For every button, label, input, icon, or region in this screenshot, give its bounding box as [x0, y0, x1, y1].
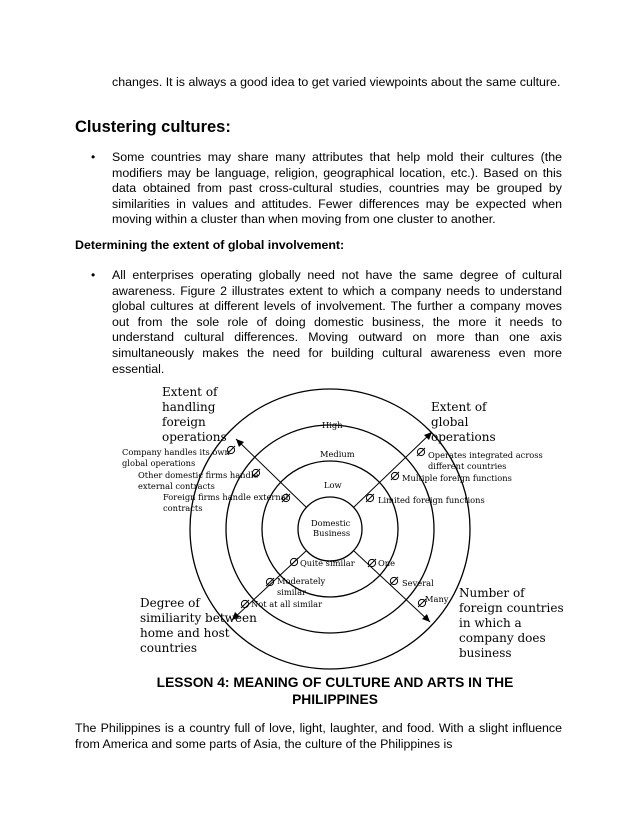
global-point-1-line1: Operates integrated across [428, 450, 543, 460]
similarity-point-3: Not at all similar [251, 599, 323, 609]
axis-global-title-2: global [431, 415, 469, 429]
axis-countries-title-2: foreign countries [459, 601, 564, 615]
subheading-global-involvement: Determining the extent of global involvement: [75, 238, 345, 252]
center-label-line2: Business [313, 528, 351, 538]
intro-paragraph-end: changes. It is always a good idea to get varied viewpoints about the same culture. [112, 75, 561, 89]
global-point-3: Limited foreign functions [378, 495, 485, 505]
countries-point-1: One [378, 558, 396, 568]
axis-handling-title-1: Extent of [162, 385, 218, 399]
level-low-label: Low [324, 480, 342, 490]
handling-point-2-line1: Other domestic firms handle [138, 470, 259, 480]
center-label-line1: Domestic [311, 518, 351, 528]
level-medium-label: Medium [320, 449, 355, 459]
similarity-point-2-line1: Moderately [277, 576, 326, 586]
axis-global-title-1: Extent of [431, 400, 487, 414]
handling-point-1-line2: global operations [122, 458, 196, 468]
handling-point-3-line2: contracts [163, 503, 203, 513]
axis-countries-title-3: in which a [459, 616, 522, 630]
axis-similarity-title-4: countries [140, 641, 198, 655]
axis-handling-title-3: foreign [162, 415, 206, 429]
global-point-1-line2: different countries [428, 461, 507, 471]
similarity-point-2-line2: similar [277, 587, 306, 597]
handling-point-3-line1: Foreign firms handle external [163, 492, 289, 502]
countries-point-2: Several [402, 578, 434, 588]
axis-similarity-title-1: Degree of [140, 596, 200, 610]
handling-point-2-line2: external contracts [138, 481, 215, 491]
lesson-heading [100, 674, 570, 708]
clustering-bullet-text: Some countries may share many attributes that help mold their cultures (the modifiers may be language, religion, geographical location, etc.). Based on this data obtained from past cross-cultural studies, countries may be grouped by similarities in values and attitudes. Fewer differences may be expected when moving within a cluster than when moving from one cluster to another. [112, 150, 562, 227]
lesson-heading-line2: PHILIPPINES [292, 692, 378, 707]
handling-point-1-line1: Company handles its own [122, 447, 230, 457]
axis-countries-title-4: company does [459, 631, 546, 645]
closing-paragraph: The Philippines is a country full of love, light, laughter, and food. With a slight influence from America and some parts of Asia, the culture of the Philippines is [75, 721, 562, 751]
countries-point-3: Many [425, 594, 449, 604]
axis-handling-title-4: operations [162, 430, 227, 444]
bullet-dot-2: • [91, 268, 96, 282]
bullet-dot-1: • [91, 150, 96, 164]
axis-countries-title-1: Number of [459, 586, 525, 600]
axis-handling-title-2: handling [162, 400, 216, 414]
axis-similarity-title-3: home and host [140, 626, 230, 640]
lesson-heading-line1: LESSON 4: MEANING OF CULTURE AND ARTS IN THE [156, 675, 514, 690]
level-high-label: High [322, 420, 343, 430]
axis-countries-title-5: business [459, 646, 512, 660]
axis-similarity-title-2: similiarity between [140, 611, 257, 625]
global-bullet-text: All enterprises operating globally need not have the same degree of cultural awareness. Figure 2 illustrates extent to which a company needs to understand global cultures at different levels of involvement. The further a company moves out from the sole role of doing domestic business, the more it needs to understand cultural differences. Moving outward on more than one axis simultaneously makes the need for building cultural awareness even more essential. [112, 268, 562, 376]
global-point-2: Multiple foreign functions [402, 473, 512, 483]
axis-global-title-3: operations [431, 430, 496, 444]
similarity-point-1: Quite similar [300, 558, 355, 568]
section-heading-clustering: Clustering cultures: [75, 118, 231, 136]
